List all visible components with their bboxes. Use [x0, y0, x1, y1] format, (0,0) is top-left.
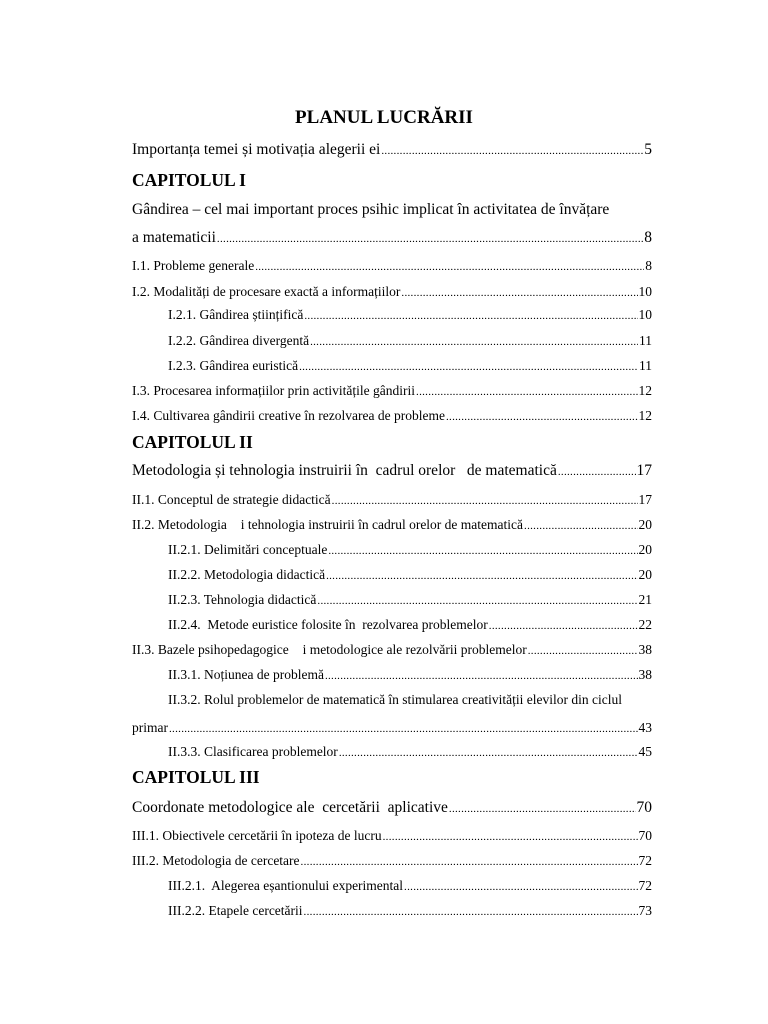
toc-entry-label: II.3.2. Rolul problemelor de matematică în stimularea creativității elevilor din ciclul	[168, 692, 622, 707]
leader-dots	[301, 856, 638, 868]
toc-entry	[168, 358, 652, 374]
chapter-subtitle-continued	[132, 229, 652, 247]
leader-dots	[169, 723, 638, 735]
toc-entry-label: II.1. Conceptul de strategie didactică	[132, 492, 331, 507]
toc-entry-label: II.3.3. Clasificarea problemelor	[168, 744, 338, 759]
toc-entry-label: Coordonate metodologice ale cercetării aplicative	[132, 799, 448, 816]
leader-dots	[528, 645, 638, 657]
leader-dots	[325, 670, 638, 682]
leader-dots	[489, 620, 638, 632]
toc-entry	[132, 828, 652, 844]
toc-entry	[168, 667, 652, 683]
toc-entry-page: 8	[644, 229, 652, 246]
leader-dots	[449, 803, 636, 815]
toc-entry-page: 72	[638, 878, 652, 893]
toc-entry-page: 22	[638, 617, 652, 632]
toc-entry	[168, 903, 652, 919]
toc-entry	[168, 307, 652, 323]
toc-entry-label: a matematicii	[132, 229, 216, 246]
toc-entry-label: primar	[132, 720, 168, 735]
toc-entry-label: II.2.3. Tehnologia didactică	[168, 592, 317, 607]
toc-entry-label: I.2. Modalități de procesare exactă a informațiilor	[132, 284, 401, 299]
chapter-subtitle: Gândirea – cel mai important proces psihic implicat în activitatea de învățare	[132, 201, 610, 218]
toc-entry-label: Metodologia și tehnologia instruirii în cadrul orelor de matematică	[132, 462, 557, 479]
leader-dots	[381, 145, 643, 157]
toc-entry-page: 17	[638, 492, 652, 507]
leader-dots	[317, 595, 637, 607]
toc-entry-label: II.2. Metodologia i tehnologia instruirii în cadrul orelor de matematică	[132, 517, 513, 532]
toc-entry-label: I.2.1. Gândirea științifică	[168, 307, 304, 322]
toc-entry	[168, 333, 652, 349]
toc-entry-label: II.3.1. Noțiunea de problemă	[168, 667, 324, 682]
toc-entry-label: I.1. Probleme generale	[132, 258, 255, 273]
leader-dots	[304, 310, 637, 322]
toc-entry-page: 38	[638, 667, 652, 682]
toc-entry-intro	[132, 141, 652, 159]
toc-entry	[168, 744, 652, 760]
toc-entry	[168, 567, 652, 583]
leader-dots	[299, 361, 638, 373]
chapter-subtitle	[132, 462, 652, 480]
leader-dots	[217, 233, 643, 245]
leader-dots	[304, 906, 638, 918]
leader-dots	[558, 466, 636, 478]
toc-entry-page: 12	[638, 383, 652, 398]
toc-entry-page: 5	[644, 141, 652, 158]
toc-entry-label: II.3. Bazele psihopedagogice i metodologice ale rezolvării problemelor	[132, 642, 517, 657]
leader-dots	[326, 570, 637, 582]
leader-dots	[404, 881, 637, 893]
toc-entry-page: 17	[636, 462, 652, 479]
toc-entry-page: 11	[639, 333, 652, 348]
toc-entry	[168, 878, 652, 894]
toc-entry-label: II.2.1. Delimitări conceptuale	[168, 542, 328, 557]
page-title: PLANUL LUCRĂRII	[295, 107, 473, 128]
toc-entry-label: II.2.4. Metode euristice folosite în rezolvarea problemelor	[168, 617, 488, 632]
toc-entry-page: 20	[638, 542, 652, 557]
toc-entry-page: 21	[638, 592, 652, 607]
toc-entry-page: 45	[638, 744, 652, 759]
toc-entry	[132, 383, 652, 399]
toc-entry-label: III.2.2. Etapele cercetării	[168, 903, 303, 918]
toc-entry-label: III.1. Obiectivele cercetării în ipoteza de lucru	[132, 828, 382, 843]
toc-entry-page: 12	[638, 408, 652, 423]
chapter-subtitle	[132, 799, 652, 817]
toc-entry-page: 43	[638, 720, 652, 735]
toc-entry	[132, 853, 652, 869]
chapter-heading: CAPITOLUL I	[132, 170, 246, 190]
chapter-heading: CAPITOLUL III	[132, 767, 260, 787]
toc-entry-page: 20	[638, 567, 652, 582]
leader-dots	[524, 520, 637, 532]
toc-entry	[132, 408, 652, 424]
toc-entry-page: 72	[638, 853, 652, 868]
toc-entry-page: 38	[638, 642, 652, 657]
toc-entry-page: 10	[638, 284, 652, 299]
toc-entry-page: 73	[638, 903, 652, 918]
toc-entry-label: II.2.2. Metodologia didactică	[168, 567, 326, 582]
toc-entry	[132, 642, 652, 658]
toc-entry-label: I.2.2. Gândirea divergentă	[168, 333, 310, 348]
leader-dots	[401, 287, 637, 299]
leader-dots	[310, 336, 638, 348]
leader-dots	[332, 495, 638, 507]
toc-entry-label: III.2. Metodologia de cercetare	[132, 853, 300, 868]
toc-entry	[132, 258, 652, 274]
toc-entry-label: I.2.3. Gândirea euristică	[168, 358, 299, 373]
toc-entry-page: 10	[638, 307, 652, 322]
toc-entry-page: 11	[639, 358, 652, 373]
leader-dots	[446, 411, 638, 423]
leader-dots	[328, 545, 637, 557]
toc-entry-continued	[132, 720, 652, 736]
toc-entry-page: 20	[638, 517, 652, 532]
toc-entry	[168, 592, 652, 608]
toc-entry	[132, 492, 652, 508]
toc-entry-label: Importanța temei și motivația alegerii ei	[132, 141, 381, 158]
toc-entry-page: 70	[638, 828, 652, 843]
toc-entry-page: 8	[645, 258, 652, 273]
leader-dots	[383, 831, 638, 843]
toc-entry	[168, 617, 652, 633]
toc-entry-label: III.2.1. Alegerea eșantionului experimental	[168, 878, 404, 893]
chapter-heading: CAPITOLUL II	[132, 432, 253, 452]
toc-entry	[132, 284, 652, 300]
toc-entry-label: I.3. Procesarea informațiilor prin activitățile gândirii	[132, 383, 416, 398]
toc-entry-wrapped	[168, 692, 652, 708]
leader-dots	[255, 261, 644, 273]
toc-entry	[168, 542, 652, 558]
toc-entry-label: I.4. Cultivarea gândirii creative în rezolvarea de probleme	[132, 408, 445, 423]
leader-dots	[416, 386, 637, 398]
leader-dots	[339, 747, 638, 759]
toc-entry-page: 70	[636, 799, 652, 816]
toc-entry	[132, 517, 652, 533]
